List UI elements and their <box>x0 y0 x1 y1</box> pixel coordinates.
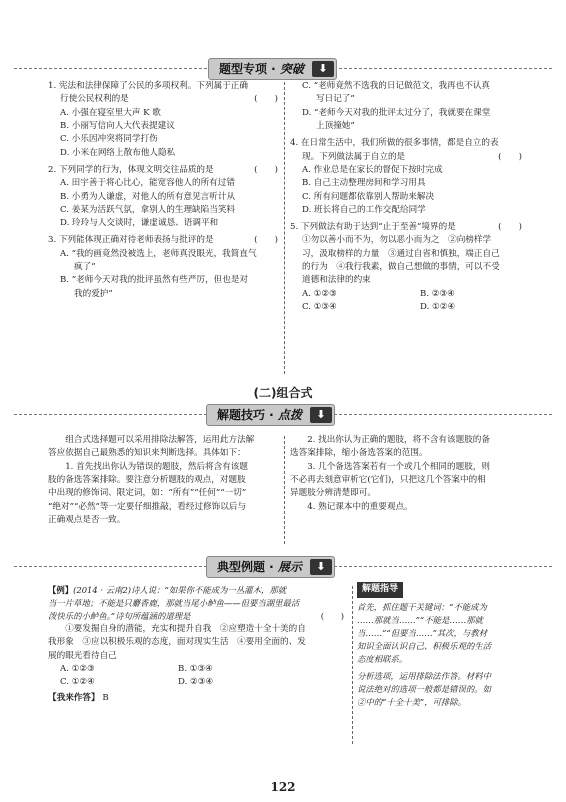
section-banner-example <box>0 556 566 578</box>
banner-title-a: 题型专项 · <box>219 62 280 76</box>
tips-left-line-1: 组合式选择题可以采用排除法解答，运用此方法解 <box>65 435 255 445</box>
example-body-3: 展的眼光看待自己 <box>48 650 117 661</box>
example-line-2: 当一片草地；不能是只麝香鹿，那就当尾小鲈鱼——但要当湖里最活 <box>48 598 300 609</box>
tips-right-line-1: 2. 找出你认为正确的题肢，将不含有该题肢的备 <box>307 435 490 445</box>
column-divider <box>284 82 285 374</box>
q4-option-a: A. 作业总是在家长的督促下按时完成 <box>302 164 443 175</box>
example-line-3: 泼快乐的小鲈鱼。”诗句所蕴涵的道理是 <box>48 611 191 622</box>
q5-option-a: A. ①②③ <box>302 288 337 299</box>
q5-body-3: 的行为 ④我行我素，做自己想做的事情，可以不受 <box>302 262 500 273</box>
guide-panel <box>357 582 527 709</box>
tips-right-line-6: 4. 熟记课本中的重要观点。 <box>307 501 413 512</box>
tips-left-line-3: 1. 首先找出你认为错误的题肢，然后将含有该题 <box>65 461 248 472</box>
q4-stem: 4. 在日常生活中，我们所做的很多事情，都是自立的表 <box>290 138 499 149</box>
q1-stem-2: 行使公民权利的是 <box>60 94 129 105</box>
q5-option-b: B. ②③④ <box>420 288 455 299</box>
tips-divider <box>284 436 285 544</box>
tips-left-line-7: 正确观点是否一致。 <box>48 514 126 525</box>
q4-option-b: B. 自己主动整理房间和学习用具 <box>302 178 426 189</box>
q5-option-c: C. ①③④ <box>302 302 337 312</box>
example-label: 【例】 <box>48 585 74 595</box>
subheading: (二)组合式 <box>253 386 313 400</box>
q1-stem: 1. 宪法和法律保障了公民的多项权利。下列属于正确 <box>48 81 248 91</box>
q2-option-d: D. 玲玲与人交谈时，谦虚诚恳、语调平和 <box>60 218 219 229</box>
banner-title-a: 解题技巧 · <box>217 408 278 422</box>
q3-stem: 3. 下列能体现正确对待老师表扬与批评的是 <box>48 235 214 246</box>
guide-note2-line-3: ②中的“十全十美”，可排除。 <box>357 697 467 708</box>
example-option-a: A. ①②③ <box>60 663 95 674</box>
tips-right-line-5: 异题肢分辨清楚即可。 <box>290 488 376 499</box>
example-block <box>48 584 344 705</box>
q2-paren: ( ) <box>254 164 278 175</box>
example-line-1: (2014 · 云南2)诗人说：“如果你不能成为一丛灌木，那就 <box>73 585 287 595</box>
banner-title-b: 突破 <box>279 62 304 76</box>
tips-left-line-4: 肢的备选答案排除。要注意分析题肢的观点，对题肢 <box>48 474 246 485</box>
q3-option-b-cont: 我的爱护” <box>74 288 113 299</box>
tips-right-column <box>290 434 522 514</box>
q4-paren: ( ) <box>498 151 522 162</box>
tips-right-line-3: 3. 几个备选答案若有一个或几个相同的题肢，则 <box>307 461 490 472</box>
tips-left-line-6: “绝对”“必然”等一定要仔细推敲，看经过修饰以后与 <box>48 501 247 512</box>
page-number: 122 <box>270 780 296 794</box>
guide-title: 解题指导 <box>357 582 403 598</box>
q1-option-a: A. 小强在寝室里大声 K 歌 <box>60 107 161 118</box>
q4-option-c: C. 所有问题都依靠别人帮助来解决 <box>302 191 435 202</box>
guide-note1-line-5: 态度相联系。 <box>357 654 408 664</box>
q5-body-4: 道德和法律的约束 <box>302 275 371 286</box>
guide-note1-line-2: ……那就当……”“不能是……那就 <box>357 614 483 625</box>
banner-pill <box>206 404 335 426</box>
q4-stem-2: 现。下列做法属于自立的是 <box>302 151 406 162</box>
arrow-down-icon: ⬇ <box>310 559 332 575</box>
example-body-2: 我形象 ③应以积极乐观的态度，面对现实生活 ④要用全面的、发 <box>48 637 306 648</box>
guide-note1-line-1: 首先，抓住题干关键词：“不能成为 <box>357 601 487 612</box>
tips-left-line-2: 答应依据自己最熟悉的知识来判断选择。具体如下： <box>48 448 246 459</box>
q3-option-a: A. “我的画竟然没被选上，老师真没眼光，我简直气 <box>60 248 257 259</box>
answer-value: B <box>102 692 109 703</box>
guide-note2-line-2: 说法绝对的选项一般都是错误的。如 <box>357 684 491 695</box>
q5-option-d: D. ①②④ <box>420 302 456 312</box>
q3-option-a-cont: 疯了” <box>74 262 96 273</box>
example-option-b: B. ①③④ <box>178 663 213 674</box>
arrow-down-icon: ⬇ <box>310 407 332 423</box>
guide-connector <box>352 586 353 744</box>
q3-paren: ( ) <box>254 235 278 246</box>
left-question-column <box>48 80 278 301</box>
q1-paren: ( ) <box>254 94 278 105</box>
banner-title-b: 展示 <box>277 560 302 574</box>
banner-title-a: 典型例题 · <box>217 560 278 574</box>
tips-right-line-2: 选答案排除，缩小备选答案的范围。 <box>290 448 428 459</box>
banner-pill <box>208 58 337 80</box>
guide-note1-line-3: 当……”“但要当……”其次，与教材 <box>357 627 488 638</box>
tips-right-line-4: 不必再去刻意审析它(它们)，只把这几个答案中的相 <box>290 474 486 485</box>
q2-option-c: C. 姜某为活跃气氛，拿别人的生理缺陷当笑料 <box>60 204 236 215</box>
q5-paren: ( ) <box>498 222 522 233</box>
guide-note2-line-1: 分析选项，运用排除法作答。材料中 <box>357 671 491 682</box>
q4-option-d: D. 班长将自己的工作交配给同学 <box>302 204 426 215</box>
q5-body-1: ①勿以善小而不为，勿以恶小而为之 ②向榜样学 <box>302 235 492 246</box>
tips-left-line-5: 中出现的修饰词、限定词，如：“所有”“任何”“一切” <box>48 488 247 499</box>
banner-title-b: 点拨 <box>277 408 302 422</box>
q5-body-2: 习，汲取榜样的力量 ③通过自省和慎独，端正自己 <box>302 248 500 259</box>
q2-option-b: B. 小勇为人谦虚，对他人的所有意见言听计从 <box>60 191 236 202</box>
right-question-column <box>290 80 522 314</box>
example-paren: ( ) <box>320 611 344 622</box>
q3-option-b: B. “老师今天对我的批评虽然有些严厉，但也是对 <box>60 275 249 286</box>
example-option-c: C. ①②④ <box>60 677 95 688</box>
q3-option-d-cont: 上顶撞她” <box>316 120 355 131</box>
q2-option-a: A. 田宇善于将心比心，能宽容他人的所有过错 <box>60 178 235 189</box>
q1-option-d: D. 小米在网络上散布他人隐私 <box>60 147 176 158</box>
answer-label: 【我来作答】 <box>48 692 100 703</box>
example-option-d: D. ②③④ <box>178 677 214 688</box>
guide-note1-line-4: 知识全面认识自己、积极乐观的生活 <box>357 640 491 651</box>
tips-left-column <box>48 434 280 527</box>
q3-option-d: D. “老师今天对我的批评太过分了，我就要在课堂 <box>302 107 491 118</box>
section-banner-tips <box>0 404 566 426</box>
q1-option-b: B. 小丽写信向人大代表提建议 <box>60 120 175 131</box>
section-banner-practice <box>0 58 566 80</box>
q1-option-c: C. 小乐因冲突将同学打伤 <box>60 134 158 145</box>
q5-stem: 5. 下列做法有助于达到“止于至善”境界的是 <box>290 222 456 233</box>
q3-option-c-cont: 写日记了” <box>316 94 355 105</box>
example-body-1: ①要发掘自身的潜能，充实和提升自我 ②应塑造十全十美的自 <box>65 624 306 635</box>
q3-option-c: C. “老师竟然不选我的日记做范文，我再也不认真 <box>302 81 491 91</box>
banner-pill <box>206 556 335 578</box>
arrow-down-icon: ⬇ <box>312 61 334 77</box>
q2-stem: 2. 下列同学的行为，体现文明交往品质的是 <box>48 164 214 175</box>
